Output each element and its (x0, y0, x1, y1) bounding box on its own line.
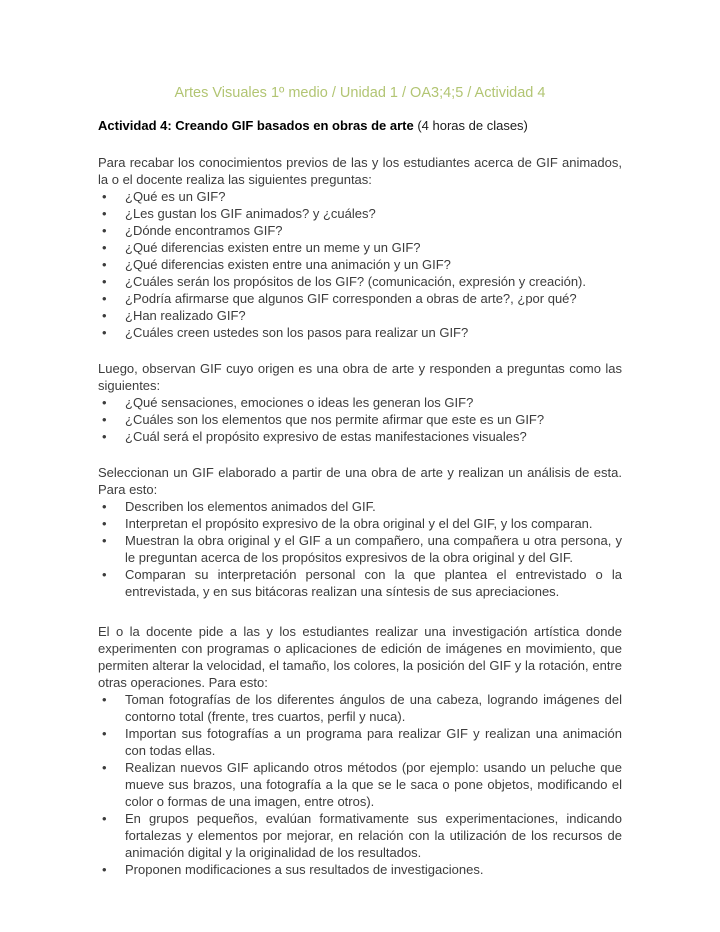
section-intro: El o la docente pide a las y los estudiantes realizar una investigación artística donde experimenten con programas o aplicaciones de edición de imágenes en movimiento, que permiten alterar la velocidad, el tamaño, los colores, la posición del GIF y la rotación, entre otras operaciones. Para esto: (98, 624, 622, 690)
bullet-item: • Importan sus fotografías a un programa para realizar GIF y realizan una animación con todas ellas. (98, 725, 622, 759)
bullet-item: • ¿Qué es un GIF? (98, 188, 622, 205)
bullet-list (98, 498, 622, 600)
bullet-item: • ¿Qué diferencias existen entre un meme y un GIF? (98, 239, 622, 256)
section-select-gif (98, 464, 622, 600)
bullet-item: • En grupos pequeños, evalúan formativamente sus experimentaciones, indicando fortalezas y elementos por mejorar, en relación con la utilización de los recursos de animación digital y la originalidad de los resultados. (98, 810, 622, 861)
bullet-item: • ¿Dónde encontramos GIF? (98, 222, 622, 239)
bullet-item: • Describen los elementos animados del GIF. (98, 498, 622, 515)
bullet-item: • ¿Les gustan los GIF animados? y ¿cuáles? (98, 205, 622, 222)
bullet-list (98, 188, 622, 341)
section-observe-gif (98, 360, 622, 445)
bullet-item: • Realizan nuevos GIF aplicando otros métodos (por ejemplo: usando un peluche que mueve sus brazos, una fotografía a la que se le saca o pone objetos, modificando el color o formas de una imagen, entre otros). (98, 759, 622, 810)
section-investigation (98, 623, 622, 878)
section-intro: Seleccionan un GIF elaborado a partir de una obra de arte y realizan un análisis de esta. Para esto: (98, 465, 622, 497)
section-intro: Luego, observan GIF cuyo origen es una obra de arte y responden a preguntas como las siguientes: (98, 361, 622, 393)
bullet-item: • ¿Cuáles serán los propósitos de los GIF? (comunicación, expresión y creación). (98, 273, 622, 290)
bullet-item: • ¿Qué sensaciones, emociones o ideas les generan los GIF? (98, 394, 622, 411)
activity-heading (98, 117, 622, 134)
section-intro: Para recabar los conocimientos previos de las y los estudiantes acerca de GIF animados, la o el docente realiza las siguientes preguntas: (98, 155, 622, 187)
bullet-list (98, 394, 622, 445)
bullet-item: • ¿Podría afirmarse que algunos GIF corresponden a obras de arte?, ¿por qué? (98, 290, 622, 307)
bullet-item: • Toman fotografías de los diferentes ángulos de una cabeza, logrando imágenes del contorno total (frente, tres cuartos, perfil y nuca). (98, 691, 622, 725)
section-previous-knowledge (98, 154, 622, 341)
activity-duration: (4 horas de clases) (417, 118, 528, 133)
bullet-item: • Interpretan el propósito expresivo de la obra original y el del GIF, y los comparan. (98, 515, 622, 532)
bullet-item: • ¿Qué diferencias existen entre una animación y un GIF? (98, 256, 622, 273)
document-header: Artes Visuales 1º medio / Unidad 1 / OA3;4;5 / Actividad 4 (174, 85, 546, 101)
bullet-item: • ¿Cuáles son los elementos que nos permite afirmar que este es un GIF? (98, 411, 622, 428)
bullet-item: • Comparan su interpretación personal con la que plantea el entrevistado o la entrevistada, y en sus bitácoras realizan una síntesis de sus apreciaciones. (98, 566, 622, 600)
activity-title: Actividad 4: Creando GIF basados en obras de arte (98, 118, 414, 133)
bullet-item: • Proponen modificaciones a sus resultados de investigaciones. (98, 861, 622, 878)
bullet-item: • ¿Cuál será el propósito expresivo de estas manifestaciones visuales? (98, 428, 622, 445)
bullet-item: • ¿Cuáles creen ustedes son los pasos para realizar un GIF? (98, 324, 622, 341)
bullet-list (98, 691, 622, 878)
bullet-item: • Muestran la obra original y el GIF a un compañero, una compañera u otra persona, y le preguntan acerca de los propósitos expresivos de la obra original y del GIF. (98, 532, 622, 566)
bullet-item: • ¿Han realizado GIF? (98, 307, 622, 324)
